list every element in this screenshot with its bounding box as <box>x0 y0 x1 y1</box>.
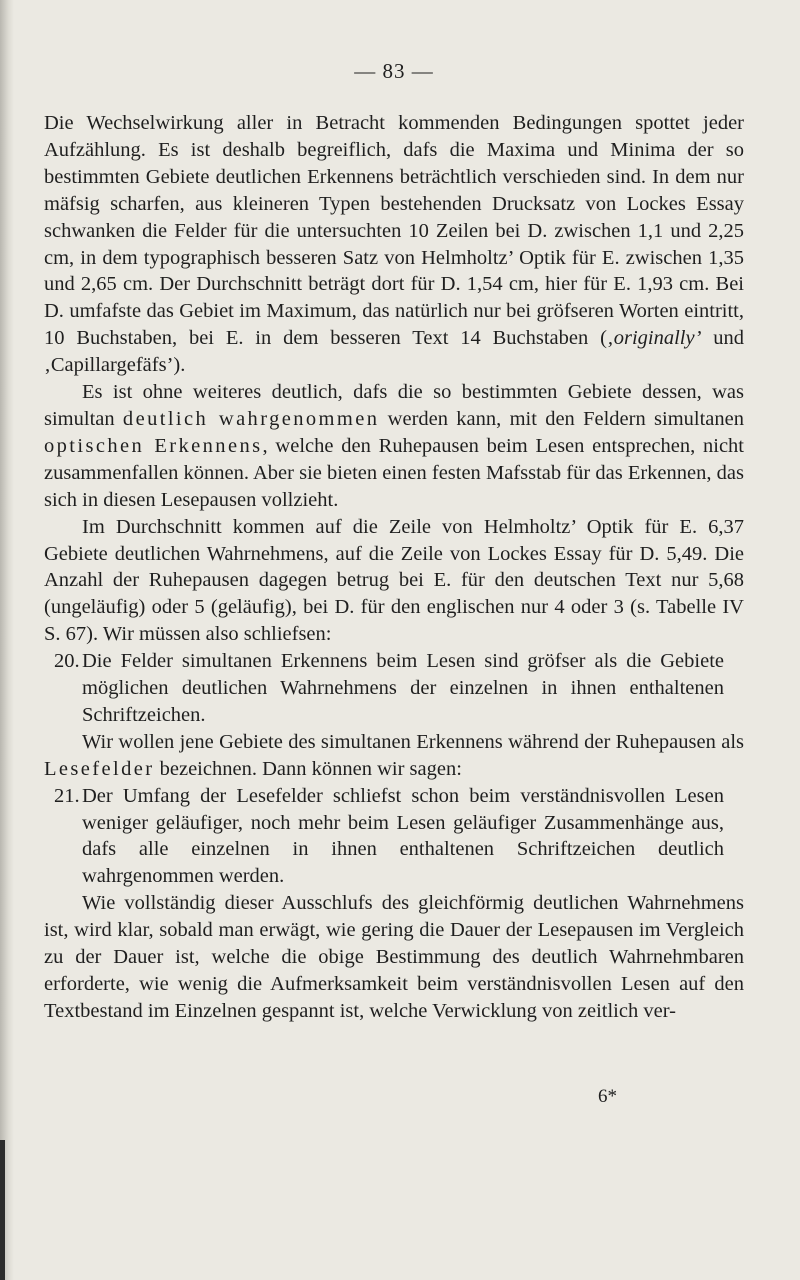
paragraph-1-quote-originally: ‚originally’ <box>606 327 702 350</box>
paragraph-5-text: Wie vollständig dieser Ausschlufs des gleichförmig deutlichen Wahrnehmens ist, wird klar, sobald man erwägt, wie gering die Dauer der Lesepausen im Vergleich zu der Dauer ist, welche die obige Bestimmung des deutlich Wahrnehmbaren erforderte, wie wenig die Aufmerksamkeit beim verständnisvollen Lesen auf den Textbestand im Einzelnen gespannt ist, welche Verwicklung von zeitlich ver- <box>44 892 744 1022</box>
paragraph-2-emphasis-optisch: optischen Erkennens <box>44 434 263 457</box>
paragraph-4-emphasis-lesefelder: Lesefelder <box>44 757 155 780</box>
paragraph-2-text-c: , welche den Ruhepausen beim Lesen entsprechen, nicht zusammenfallen können. Aber sie bieten einen festen Mafsstab für das Erkennen, das sich in diesen Lesepausen vollzieht. <box>44 434 744 511</box>
page-number: — 83 — <box>354 59 434 83</box>
paragraph-1-text-a: Die Wechselwirkung aller in Betracht kommenden Bedingungen spottet jeder Aufzählung. Es ist deshalb begreiflich, dafs die Maxima und Minima der so bestimmten Gebiete deutlichen Erkennens beträchtlich verschieden sind. In dem nur mäfsig scharfen, aus kleineren Typen bestehenden Drucksatz von Lockes Essay schwanken die Felder für die untersuchten 10 Zeilen bei D. zwischen 1,1 und 2,25 cm, in dem typographisch besseren Satz von Helmholtz’ Optik für E. zwischen 1,35 und 2,65 cm. Der Durchschnitt beträgt dort für D. 1,54 cm, hier für E. 1,93 cm. Bei D. umfafste das Gebiet im Maximum, das natürlich nur bei gröfseren Worten eintritt, 10 Buchstaben, bei E. in dem besseren Text 14 Buchstaben ( <box>44 112 744 350</box>
paragraph-3 <box>44 514 744 649</box>
paragraph-2 <box>44 379 744 514</box>
paragraph-2-text-a: Es ist ohne weiteres deutlich, dafs die so bestimmten Gebiete dessen, was simultan <box>44 381 744 430</box>
thesis-20-number: 20. <box>54 650 80 673</box>
thesis-20-text: Die Felder simultanen Erkennens beim Lesen sind gröfser als die Gebiete möglichen deutlichen Wahrnehmens der einzelnen in ihnen enthaltenen Schriftzeichen. <box>82 650 724 726</box>
thesis-21-text: Der Umfang der Lesefelder schliefst schon beim verständnisvollen Lesen weniger geläufiger, noch mehr beim Lesen geläufiger Zusammenhänge aus, dafs alle einzelnen in ihnen enthaltenen Schriftzeichen deutlich wahrgenommen werden. <box>82 784 724 888</box>
paragraph-4-text-b: bezeichnen. Dann können wir sagen: <box>154 757 462 780</box>
paragraph-3-text: Im Durchschnitt kommen auf die Zeile von Helmholtz’ Optik für E. 6,37 Gebiete deutlichen Wahrnehmens, auf die Zeile von Lockes Essay für D. 5,49. Die Anzahl der Ruhepausen dagegen betrug bei E. für den deutschen Text nur 5,68 (ungeläufig) oder 5 (geläufig), bei D. für den englischen nur 4 oder 3 (s. Tabelle IV S. 67). Wir müssen also schliefsen: <box>44 515 744 646</box>
signature-mark: 6* <box>598 1086 617 1107</box>
paragraph-2-text-b: werden kann, mit den Feldern simultanen <box>379 407 744 430</box>
paragraph-4-text-a: Wir wollen jene Gebiete des simultanen Erkennens während der Ruhepausen als <box>82 730 744 753</box>
thesis-21-number: 21. <box>54 784 80 807</box>
scan-binding-mark <box>0 1140 5 1280</box>
paragraph-5 <box>44 890 744 1025</box>
body-text <box>44 110 744 1025</box>
paragraph-1 <box>44 110 744 379</box>
paragraph-2-emphasis-deutlich: deutlich wahrgenommen <box>122 407 380 430</box>
thesis-20 <box>44 648 744 729</box>
thesis-21 <box>44 783 744 891</box>
paragraph-1-text-b: und ‚Capillargefäfs’). <box>44 327 745 377</box>
scan-edge <box>0 0 14 1280</box>
paragraph-4 <box>44 729 744 783</box>
